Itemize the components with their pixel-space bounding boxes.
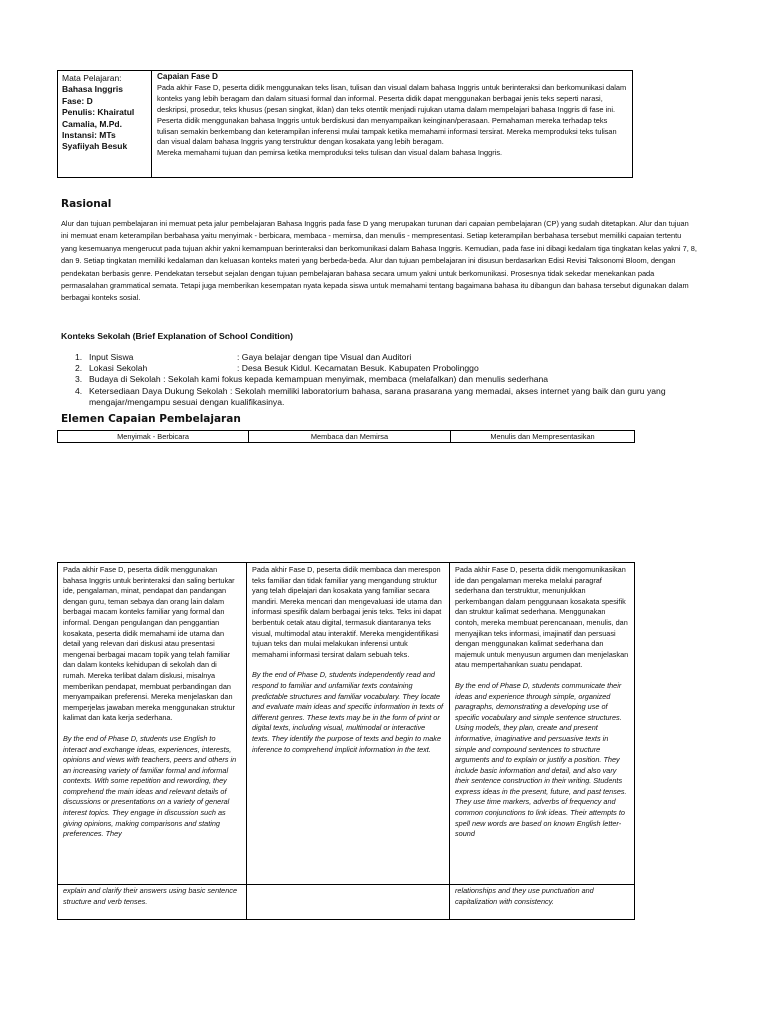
item-label: Lokasi Sekolah (89, 363, 148, 374)
elemen-content-table (57, 562, 635, 920)
meta-line: Instansi: MTs (62, 130, 116, 141)
konteks-heading: Konteks Sekolah (Brief Explanation of School Condition) (61, 331, 294, 341)
indonesian-text: Pada akhir Fase D, peserta didik menggunakan bahasa Inggris untuk berinteraksi dan saling bertukar ide, pengalaman, minat, pendapat dan pandangan dengan guru, teman sebaya dan orang lain dalam berbagai macam konteks familiar yang formal dan informal. Dengan pengulangan dan penggantian kosakata, peserta didik memahami ide utama dan detail yang relevan dari diskusi atau presentasi mengenai berbagai macam topik yang telah familiar dan dalam konteks kehidupan di sekolah dan di rumah. Mereka terlibat dalam diskusi, misalnya memberikan pendapat, membuat perbandingan dan menyampaikan preferensi. Mereka menjelaskan dan memperjelas jawaban mereka menggunakan struktur kalimat dan kata kerja sederhana. (63, 565, 235, 723)
item-value: : Sekolah memiliki laboratorium bahasa, sarana prasarana yang memadai, akses internet yang baik dan guru yang mengajar/mengampu sesuai dengan kualifikasinya. (89, 385, 666, 407)
item-number: 4. (75, 385, 83, 396)
item-label: Ketersediaan Daya Dukung Sekolah (89, 385, 228, 396)
rasional-text: Alur dan tujuan pembelajaran ini memuat peta jalur pembelajaran Bahasa Inggris pada fase D yang merupakan turunan dari capaian pembelajaran (CP) yang sudah ditetapkan. Alur dan tujuan ini memuat enam keterampilan berbahasa yaitu menyimak - berbicara, membaca - memirsa, dan menulis - mempresentasi. Setiap keterampilan berbahasa tersebut memiliki capaian tertentu yang kesemuanya mengerucut pada tujuan akhir yakni kemampuan berinteraksi dan berkomunikasi dalam Bahasa Inggris. Kemudian, pada fase ini dibagi kedalam tiga tingkatan kelas yakni 7, 8, dan 9. Setiap tingkatan memiliki kedalaman dan keluasan konteks materi yang berbeda-beda. Alur dan tujuan pembelajaran ini disusun berdasarkan Edisi Revisi Taksonomi Bloom, dengan pendekatan berbasis genre. Pendekatan tersebut sejalan dengan tujuan pembelajaran bahasa secara umum yakni untuk berkomunikasi. Prosesnya tidak sekedar menekankan pada permasalahan grammatical semata. Tetapi juga memberikan kesempatan nyata kepada siswa untuk memahami tentang bagaimana bahasa itu dibangun dan bahasa tersebut digunakan dalam berbagai konteks sosial. (61, 219, 697, 303)
item-label: Budaya di Sekolah (89, 374, 161, 385)
indonesian-text: Pada akhir Fase D, peserta didik membaca dan merespon teks familiar dan tidak familiar yang mengandung struktur yang telah dipelajari dan kosakata yang familiar secara mandiri. Mereka mencari dan mengevaluasi ide utama dan informasi spesifik dalam berbagai jenis teks. Teks ini dapat berbentuk cetak atau digital, termasuk diantaranya teks visual, multimodal atau interaktif. Mereka mengidentifikasi tujuan teks dan mulai melakukan inferensi untuk memahami informasi tersirat dalam sebuah teks. (252, 565, 442, 659)
meta-line: Syafiiyah Besuk (62, 141, 128, 152)
konteks-list (61, 352, 711, 408)
column-header: Menulis dan Mempresentasikan (450, 431, 634, 442)
konteks-item (61, 363, 711, 374)
column-header: Membaca dan Memirsa (248, 431, 450, 442)
elemen-header-table (57, 430, 635, 443)
item-number: 1. (75, 352, 83, 362)
konteks-item (61, 374, 711, 385)
meta-line: Penulis: Khairatul (62, 107, 135, 118)
item-number: 3. (75, 374, 83, 385)
subject-info-cell (58, 71, 152, 177)
meta-line: Fase: D (62, 95, 93, 106)
rasional-heading: Rasional (61, 198, 112, 210)
column-header: Menyimak - Berbicara (117, 432, 189, 441)
konteks-item (61, 386, 711, 408)
meta-line: Camalia, M.Pd. (62, 118, 122, 129)
item-value: : Desa Besuk Kidul. Kecamatan Besuk. Kabupaten Probolinggo (237, 363, 479, 374)
capaian-header-table (57, 70, 633, 178)
capaian-text: Pada akhir Fase D, peserta didik menggunakan teks lisan, tulisan dan visual dalam bahasa Inggris untuk berinteraksi dan berkomunikasi dalam konteks yang lebih beragam dan dalam situasi formal dan informal. Peserta didik dapat menggunakan berbagai jenis teks seperti narasi, deskripsi, prosedur, teks khusus (pesan singkat, iklan) dan teks otentik menjadi rujukan utama dalam mempelajari bahasa Inggris di fase ini. Peserta didik menggunakan bahasa Inggris untuk berdiskusi dan menyampaikan keinginan/perasaan. Pemahaman mereka terhadap teks tulisan semakin berkembang dan keterampilan inferensi mulai tampak ketika memahami informasi tersirat. Mereka memproduksi teks tulisan dan visual dalam bahasa Inggris yang terstruktur dengan kosakata yang lebih beragam. (157, 82, 627, 147)
menyimak-berbicara-cell (58, 563, 246, 919)
membaca-memirsa-cell (247, 563, 449, 919)
konteks-item (61, 352, 711, 363)
item-value: : Gaya belajar dengan tipe Visual dan Auditori (237, 352, 412, 362)
english-text: By the end of Phase D, students communicate their ideas and experience through simple, organized paragraphs, demonstrating a developing use of specific vocabulary and simple sentence structures. Using models, they plan, create and present informative, imaginative and persuasive texts in simple and compound sentences to structure arguments and to explain or justify a position. They include basic information and detail, and also vary their sentence construction in their writing. Students express ideas in the present, future, and past tenses. They use time markers, adverbs of frequency and common conjunctions to link ideas. Their attempts to spell new words are based on known English letter-sound (455, 680, 627, 839)
english-text: By the end of Phase D, students independently read and respond to familiar and unfamiliar texts containing predictable structures and familiar vocabulary. They locate and evaluate main ideas and specific information in texts of different genres. These texts may be in the form of print or digital texts, including visual, multimodal or interactive texts. They identify the purpose of texts and begin to make inference to comprehend implicit information in the text. (252, 670, 444, 754)
item-number: 2. (75, 363, 83, 374)
meta-line: Mata Pelajaran: (62, 73, 122, 83)
capaian-text-2: Mereka memahami tujuan dan pemirsa ketika memproduksi teks tulisan dan visual dalam bahasa Inggris. (157, 148, 503, 158)
capaian-cell (153, 71, 632, 160)
english-text: By the end of Phase D, students use English to interact and exchange ideas, experiences, interests, opinions and views with teachers, peers and others in an increasing variety of familiar formal and informal contexts. With some repetition and rewording, they comprehend the main ideas and relevant details of discussions or presentations on a variety of general interest topics. They engage in discussion such as giving opinions, making comparisons and stating preferences. They (63, 733, 237, 839)
rasional-paragraph (61, 218, 697, 305)
meta-line: Bahasa Inggris (62, 84, 123, 95)
menyimak-continuation: explain and clarify their answers using basic sentence structure and verb tenses. (63, 886, 238, 906)
item-value: : Sekolah kami fokus kepada kemampuan menyimak, membaca (melafalkan) dan menulis sederhana (163, 374, 549, 385)
menulis-continuation: relationships and they use punctuation and capitalization with consistency. (455, 886, 594, 906)
elemen-heading: Elemen Capaian Pembelajaran (61, 413, 241, 425)
indonesian-text: Pada akhir Fase D, peserta didik mengomunikasikan ide dan pengalaman mereka melalui paragraf sederhana dan terstruktur, menunjukkan perkembangan dalam penggunaan kosakata spesifik dan struktur kalimat sederhana. Menggunakan contoh, mereka membuat perencanaan, menulis, dan menyajikan teks informasi, imajinatif dan persuasi dengan menggunakan kalimat sederhana dan majemuk untuk menyusun argumen dan menjelaskan atau mempertahankan suatu pendapat. (455, 565, 629, 670)
item-label: Input Siswa (89, 352, 134, 362)
capaian-title: Capaian Fase D (157, 72, 218, 81)
menulis-mempresentasikan-cell (450, 563, 634, 919)
